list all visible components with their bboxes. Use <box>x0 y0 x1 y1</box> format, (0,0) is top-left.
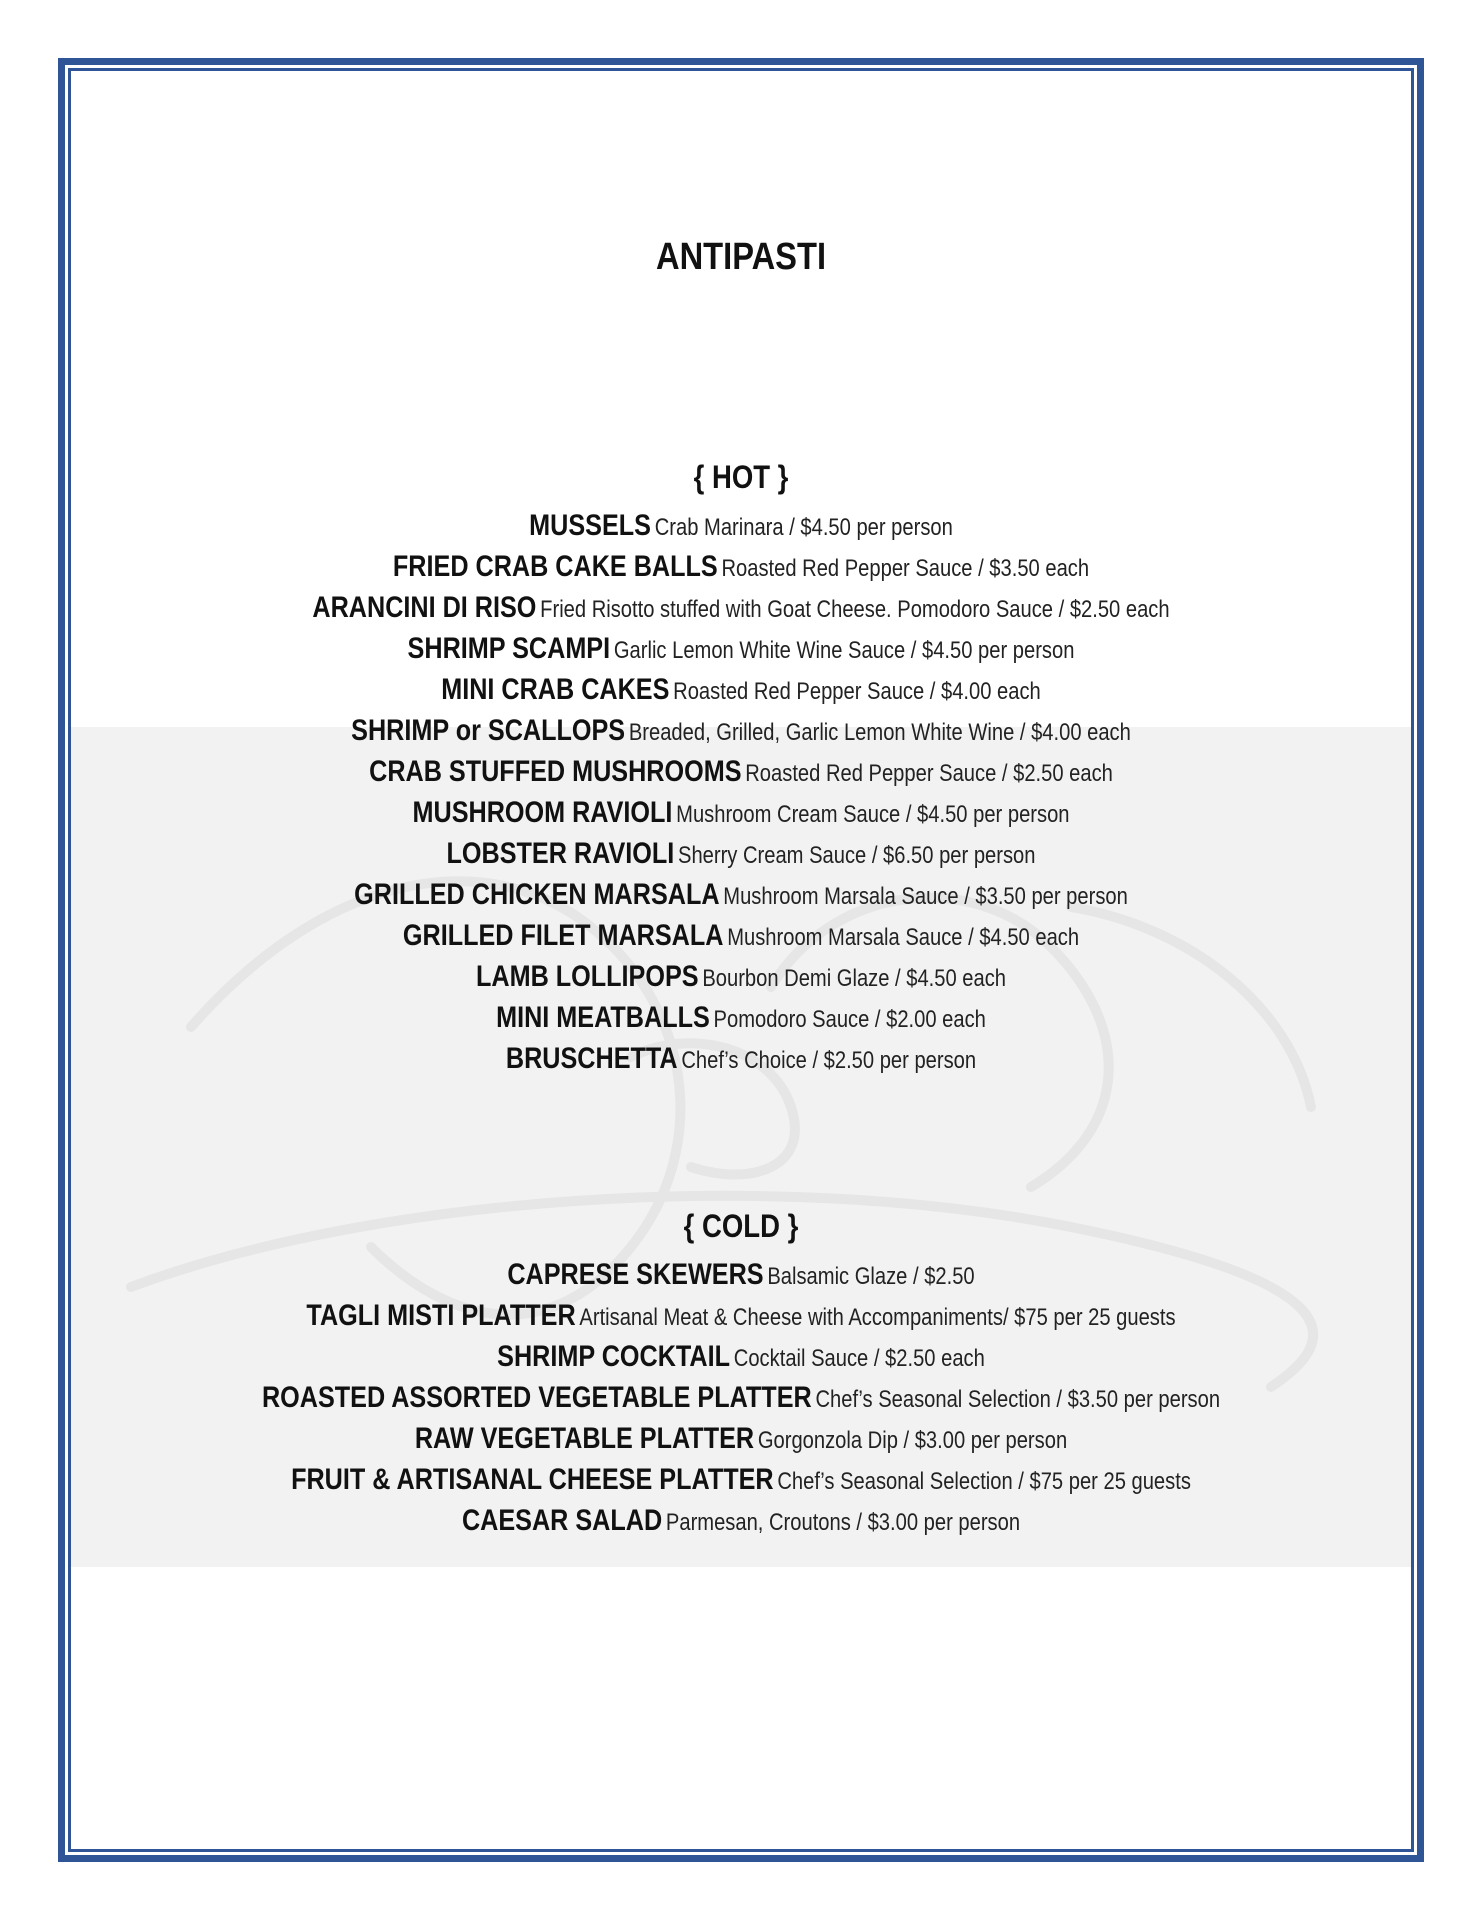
menu-item-name: RAW VEGETABLE PLATTER <box>414 1422 755 1455</box>
menu-item-description: Cocktail Sauce / $2.50 each <box>733 1345 985 1372</box>
section-heading-cold: { COLD } <box>683 1208 799 1244</box>
menu-item-name: MINI CRAB CAKES <box>441 673 670 706</box>
menu-item-description: Sherry Cream Sauce / $6.50 per person <box>678 842 1036 869</box>
menu-item <box>178 1336 1304 1377</box>
section-heading-hot: { HOT } <box>693 459 789 495</box>
menu-item <box>178 505 1304 546</box>
menu-item-name: FRUIT & ARTISANAL CHEESE PLATTER <box>291 1463 774 1496</box>
menu-item-name: BRUSCHETTA <box>505 1042 678 1075</box>
menu-item <box>178 956 1304 997</box>
menu-item <box>178 1418 1304 1459</box>
menu-item <box>178 1254 1304 1295</box>
menu-item-description: Artisanal Meat & Cheese with Accompaniments/ $75 per 25 guests <box>579 1304 1176 1331</box>
menu-item-name: LOBSTER RAVIOLI <box>446 837 675 870</box>
menu-item <box>178 1500 1304 1541</box>
menu-item-name: GRILLED CHICKEN MARSALA <box>354 878 720 911</box>
menu-item-name: ROASTED ASSORTED VEGETABLE PLATTER <box>261 1381 812 1414</box>
menu-item-description: Balsamic Glaze / $2.50 <box>767 1263 975 1290</box>
menu-item-description: Pomodoro Sauce / $2.00 each <box>713 1006 986 1033</box>
menu-item <box>178 628 1304 669</box>
menu-item <box>178 1038 1304 1079</box>
menu-item-description: Breaded, Grilled, Garlic Lemon White Wine / $4.00 each <box>628 719 1131 746</box>
hot-item-list <box>71 505 1411 1079</box>
menu-item-description: Roasted Red Pepper Sauce / $2.50 each <box>745 760 1113 787</box>
menu-item-name: LAMB LOLLIPOPS <box>475 960 699 993</box>
menu-item-description: Parmesan, Croutons / $3.00 per person <box>665 1509 1021 1536</box>
menu-item-name: TAGLI MISTI PLATTER <box>306 1299 576 1332</box>
menu-item-name: SHRIMP or SCALLOPS <box>351 714 626 747</box>
menu-item-description: Mushroom Marsala Sauce / $4.50 each <box>727 924 1080 951</box>
menu-item-description: Garlic Lemon White Wine Sauce / $4.50 per person <box>613 637 1075 664</box>
menu-item <box>178 751 1304 792</box>
menu-item <box>178 874 1304 915</box>
menu-item <box>178 833 1304 874</box>
menu-item <box>178 997 1304 1038</box>
menu-item <box>178 710 1304 751</box>
menu-item <box>178 669 1304 710</box>
menu-item-name: MUSSELS <box>529 509 652 542</box>
menu-item-description: Mushroom Cream Sauce / $4.50 per person <box>676 801 1070 828</box>
menu-item-description: Mushroom Marsala Sauce / $3.50 per person <box>723 883 1128 910</box>
menu-item-name: GRILLED FILET MARSALA <box>402 919 724 952</box>
cold-item-list <box>71 1254 1411 1541</box>
menu-item <box>178 546 1304 587</box>
menu-item-name: FRIED CRAB CAKE BALLS <box>392 550 718 583</box>
menu-item-name: ARANCINI DI RISO <box>312 591 537 624</box>
menu-item-name: MINI MEATBALLS <box>496 1001 710 1034</box>
menu-item <box>178 1459 1304 1500</box>
menu-item <box>178 1377 1304 1418</box>
menu-item-name: SHRIMP SCAMPI <box>407 632 611 665</box>
menu-item <box>178 792 1304 833</box>
menu-item-name: CAPRESE SKEWERS <box>507 1258 764 1291</box>
menu-item-description: Chef’s Choice / $2.50 per person <box>681 1047 977 1074</box>
menu-item-description: Gorgonzola Dip / $3.00 per person <box>757 1427 1068 1454</box>
menu-item-name: CRAB STUFFED MUSHROOMS <box>369 755 742 788</box>
menu-item-description: Chef’s Seasonal Selection / $75 per 25 guests <box>777 1468 1191 1495</box>
menu-item <box>178 587 1304 628</box>
menu-item-name: CAESAR SALAD <box>461 1504 663 1537</box>
menu-item-description: Chef’s Seasonal Selection / $3.50 per person <box>815 1386 1221 1413</box>
menu-item-description: Roasted Red Pepper Sauce / $4.00 each <box>673 678 1041 705</box>
page-title: ANTIPASTI <box>655 236 827 278</box>
menu-item-name: MUSHROOM RAVIOLI <box>412 796 673 829</box>
menu-item-description: Crab Marinara / $4.50 per person <box>654 514 953 541</box>
menu-item-description: Bourbon Demi Glaze / $4.50 each <box>702 965 1007 992</box>
menu-item-description: Fried Risotto stuffed with Goat Cheese. Pomodoro Sauce / $2.50 each <box>540 596 1170 623</box>
menu-item <box>178 915 1304 956</box>
menu-item <box>178 1295 1304 1336</box>
menu-item-description: Roasted Red Pepper Sauce / $3.50 each <box>721 555 1090 582</box>
menu-item-name: SHRIMP COCKTAIL <box>497 1340 731 1373</box>
